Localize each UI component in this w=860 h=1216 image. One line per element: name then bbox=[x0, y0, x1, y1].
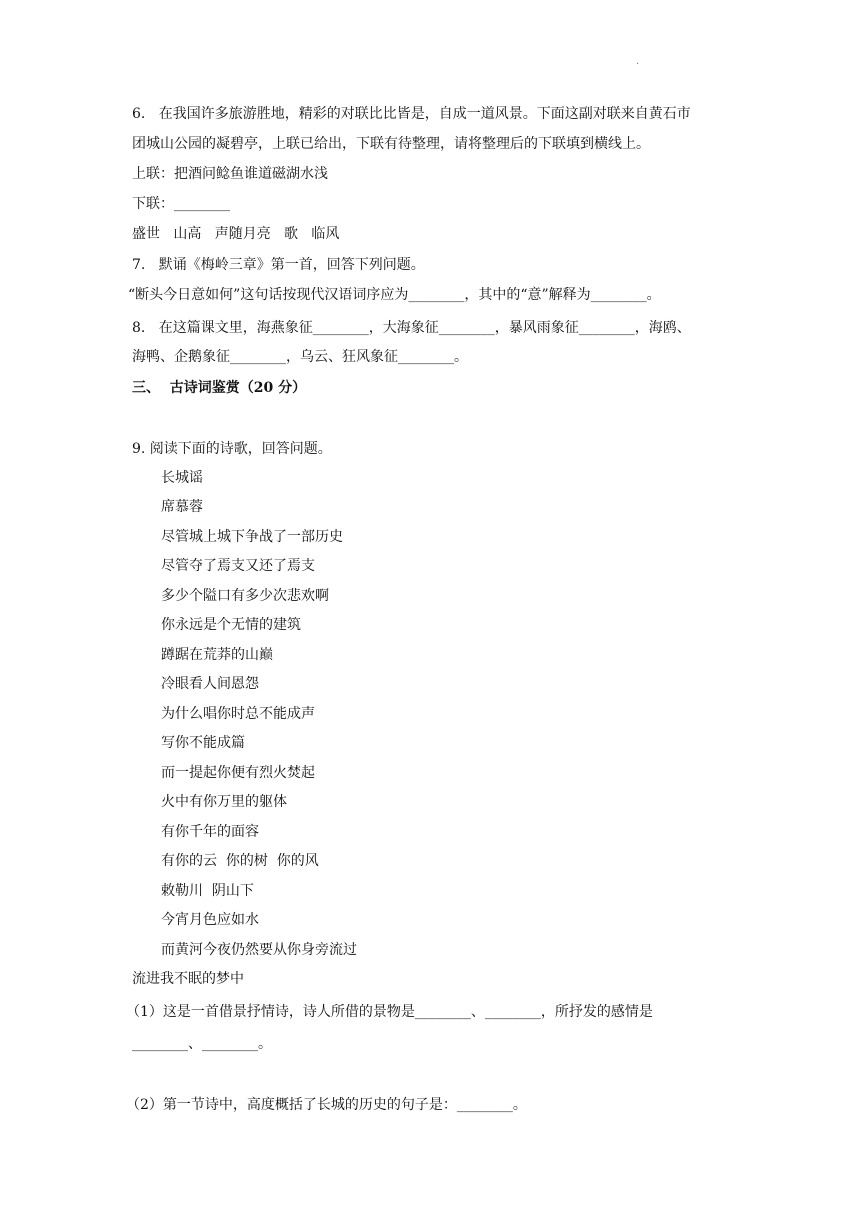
poem-line: 火中有你万里的躯体 bbox=[161, 794, 287, 810]
poem-line: 而一提起你便有烈火焚起 bbox=[161, 765, 315, 781]
poem-line: 蹲踞在荒莽的山巅 bbox=[161, 647, 273, 663]
poem-line: 有你的云 你的树 你的风 bbox=[161, 853, 319, 869]
poem-last-line: 流进我不眠的梦中 bbox=[132, 971, 244, 987]
q6-word-bank: 盛世 山高 声随月亮 歌 临风 bbox=[132, 226, 340, 242]
q6-upper-couplet: 上联：把酒问鲶鱼谁道磁湖水浅 bbox=[132, 166, 328, 182]
q6-lower-couplet-blank: 下联：________ bbox=[132, 196, 230, 212]
poem-line: 有你千年的面容 bbox=[161, 824, 259, 840]
page-marker: . bbox=[636, 56, 640, 67]
q8-text-line-2: 海鸭、企鹅象征________，乌云、狂风象征________。 bbox=[132, 349, 468, 365]
poem-line: 尽管城上城下争战了一部历史 bbox=[161, 529, 343, 545]
q9-subquestion-2: （2）第一节诗中，高度概括了长城的历史的句子是：________。 bbox=[126, 1097, 527, 1113]
section-3-heading: 三、 古诗词鉴赏（20 分） bbox=[132, 380, 307, 396]
poem-author: 席慕蓉 bbox=[161, 499, 203, 515]
poem-title: 长城谣 bbox=[161, 470, 203, 486]
poem-line: 多少个隘口有多少次悲欢啊 bbox=[161, 588, 329, 604]
poem-line: 写你不能成篇 bbox=[161, 735, 245, 751]
q6-text-line-2: 团城山公园的凝碧亭，上联已给出，下联有待整理，请将整理后的下联填到横线上。 bbox=[132, 136, 650, 152]
poem-line: 你永远是个无情的建筑 bbox=[161, 617, 301, 633]
q7-text-line-1: 7. 默诵《梅岭三章》第一首，回答下列问题。 bbox=[132, 257, 425, 273]
poem-line: 敕勒川 阴山下 bbox=[161, 883, 254, 899]
q6-text-line-1: 6. 在我国许多旅游胜地，精彩的对联比比皆是，自成一道风景。下面这副对联来自黄石市 bbox=[132, 106, 691, 122]
q9-intro: 9. 阅读下面的诗歌，回答问题。 bbox=[132, 441, 332, 457]
q9-subquestion-1-line-1: （1）这是一首借景抒情诗，诗人所借的景物是________、________，所抒发的感情是 bbox=[126, 1004, 653, 1020]
poem-line: 今宵月色应如水 bbox=[161, 912, 259, 928]
q8-text-line-1: 8. 在这篇课文里，海燕象征________，大海象征________，暴风雨象征________，海鸥、 bbox=[132, 320, 691, 336]
poem-line: 冷眼看人间恩怨 bbox=[161, 676, 259, 692]
poem-line: 尽管夺了焉支又还了焉支 bbox=[161, 558, 315, 574]
q7-text-line-2: “断头今日意如何”这句话按现代汉语词序应为________，其中的“意”解释为________。 bbox=[128, 287, 661, 303]
q9-subquestion-1-line-2: ________、________。 bbox=[132, 1036, 272, 1052]
poem-line: 而黄河今夜仍然要从你身旁流过 bbox=[161, 942, 357, 958]
poem-line: 为什么唱你时总不能成声 bbox=[161, 706, 315, 722]
